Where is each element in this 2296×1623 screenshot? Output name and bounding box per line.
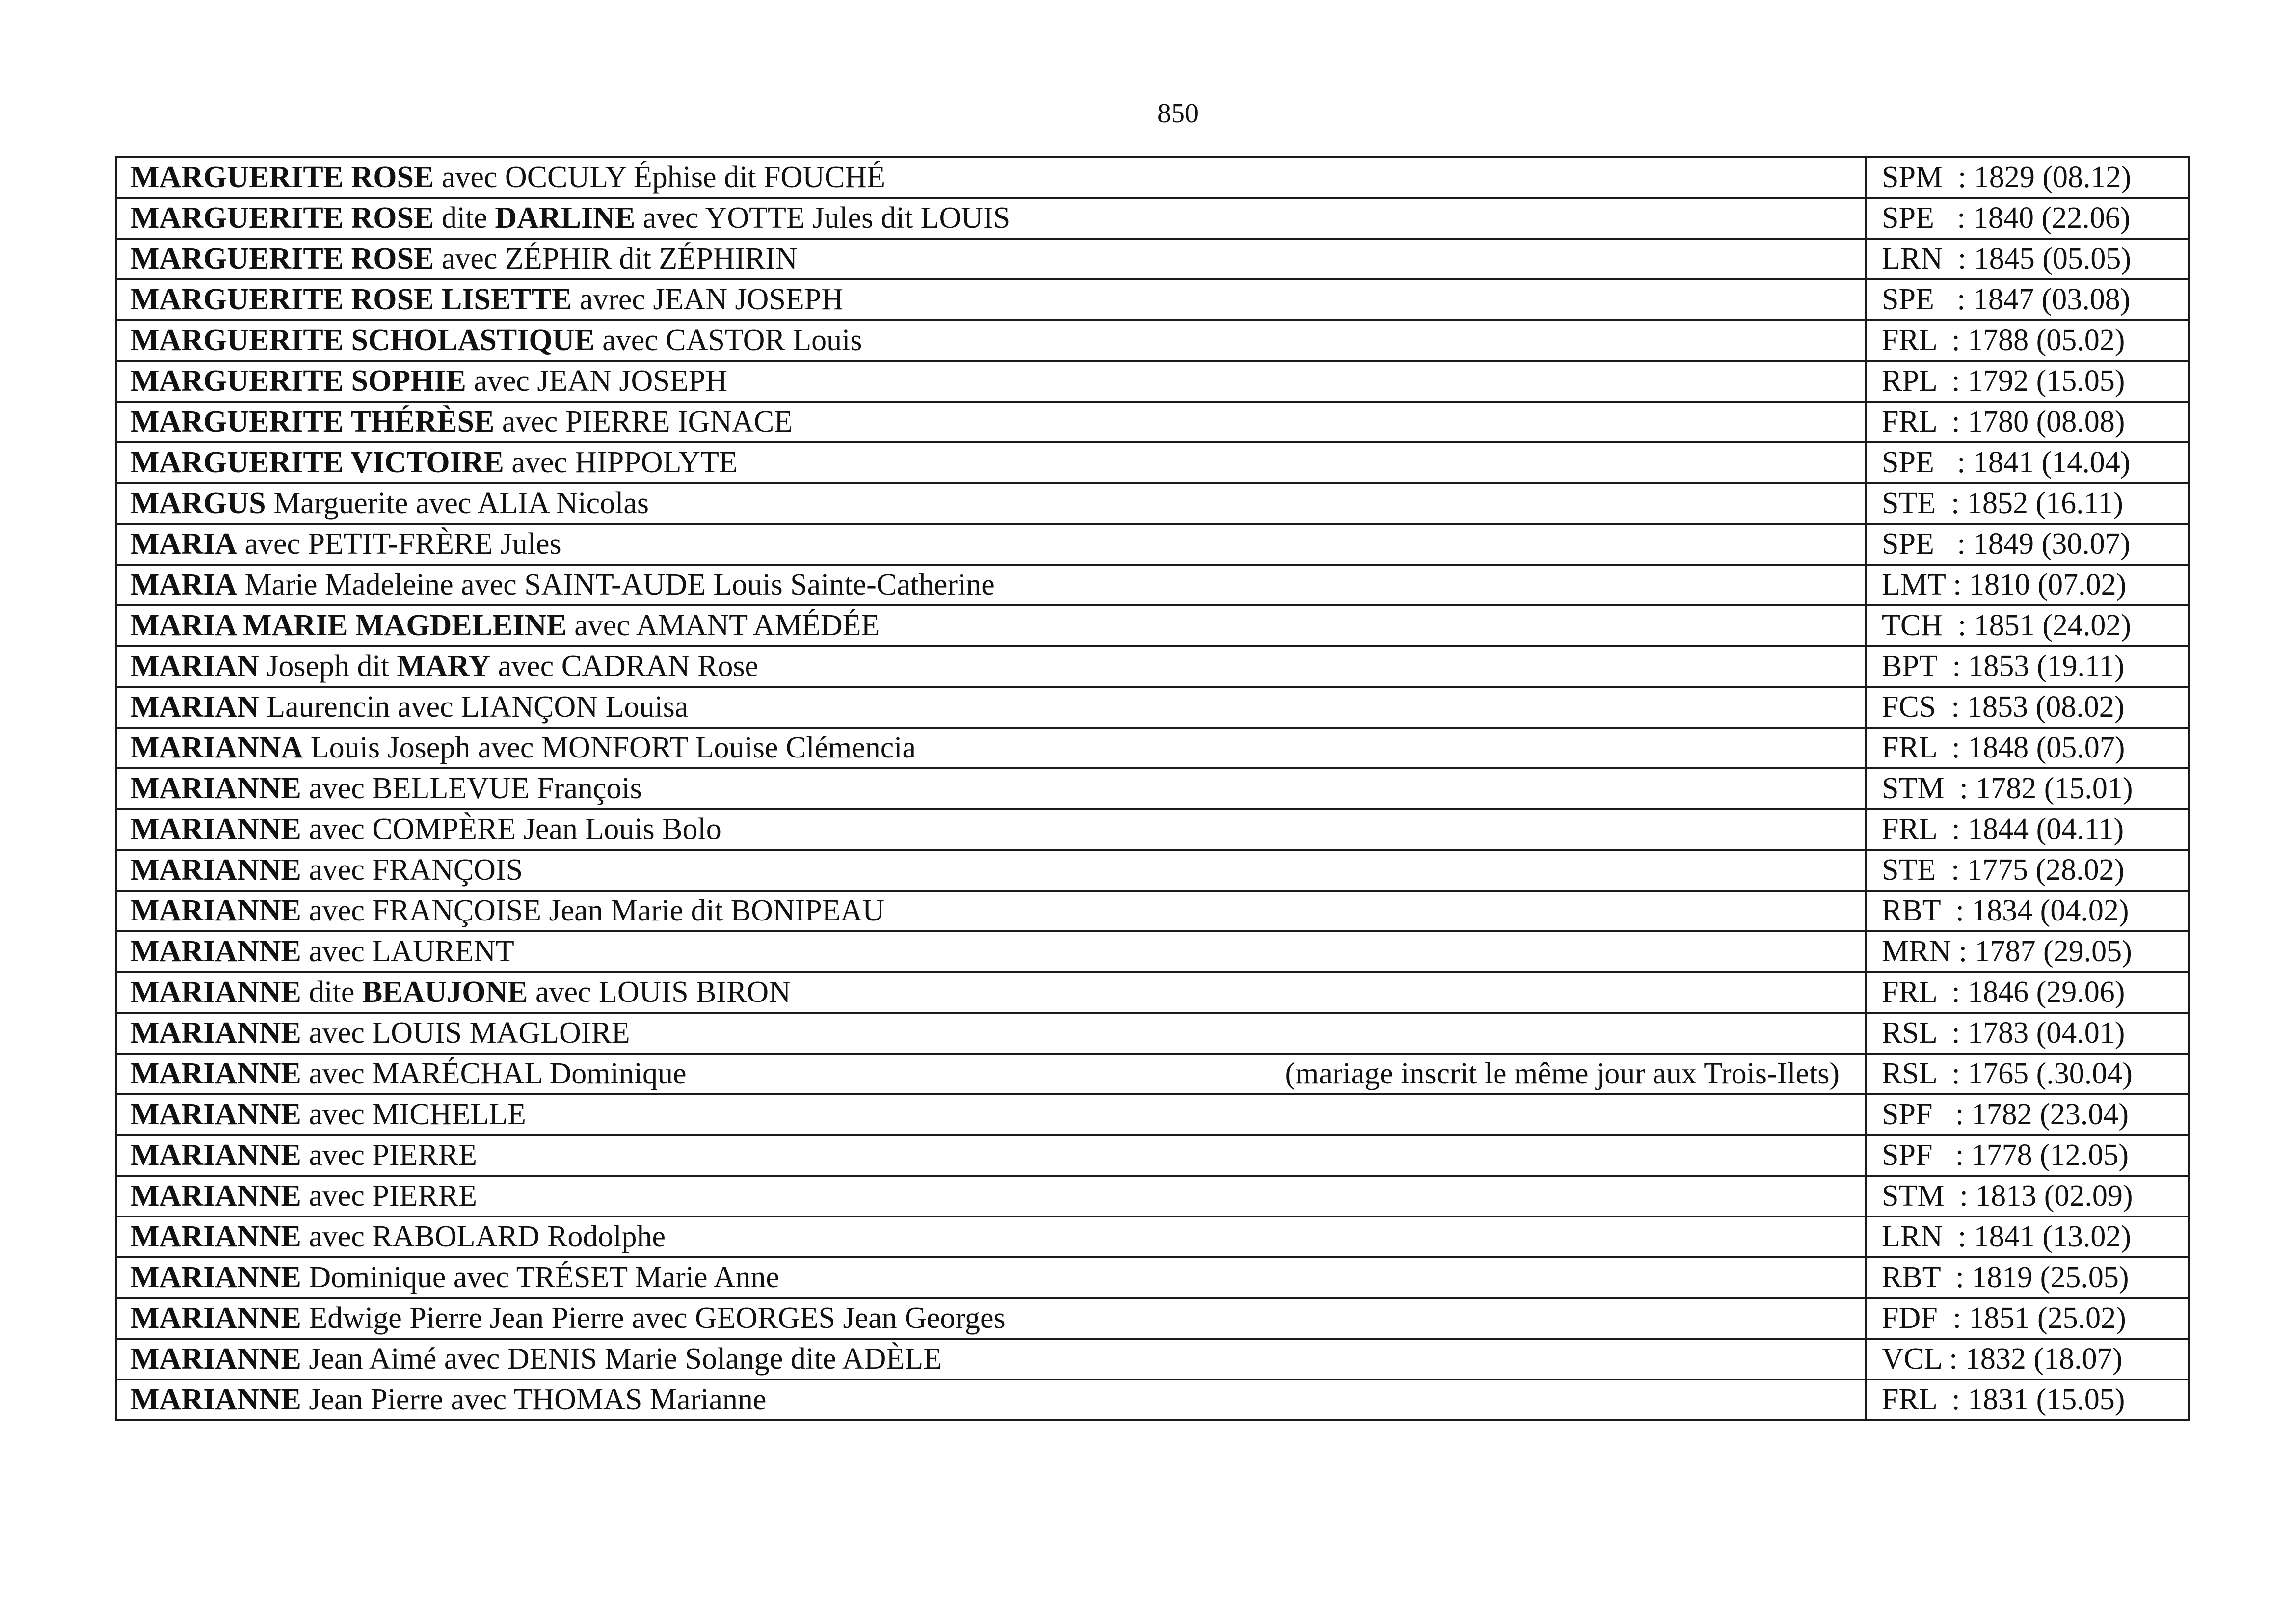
entry-cell [116, 1380, 1866, 1420]
entry-text [131, 851, 523, 890]
entry-content [131, 647, 1854, 686]
entry-text-segment: avec CASTOR Louis [594, 324, 862, 357]
entry-text-segment: avec PIERRE [301, 1138, 478, 1172]
parish-date-cell: FRL : 1780 (08.08) [1866, 402, 2189, 442]
entry-content [131, 1014, 1854, 1053]
parish-date-cell: LMT : 1810 (07.02) [1866, 565, 2189, 605]
entry-cell [116, 809, 1866, 850]
entry-cell [116, 239, 1866, 279]
parish-date-cell: SPE : 1849 (30.07) [1866, 524, 2189, 565]
parish-date-cell: SPM : 1829 (08.12) [1866, 157, 2189, 198]
entry-cell [116, 198, 1866, 239]
table-row [116, 361, 2189, 402]
entry-text [131, 240, 798, 278]
entry-name-bold: MARIANNE [131, 1179, 301, 1213]
entry-content [131, 1055, 1854, 1093]
parish-date-cell: STE : 1852 (16.11) [1866, 483, 2189, 524]
entry-name-bold: MARIANNE [131, 975, 301, 1009]
entry-cell [116, 1054, 1866, 1094]
entry-text [131, 525, 561, 564]
entry-text [131, 1299, 1006, 1338]
entry-content [131, 1299, 1854, 1338]
parish-date-cell: MRN : 1787 (29.05) [1866, 931, 2189, 972]
entry-name-bold: DARLINE [495, 201, 636, 235]
entry-cell [116, 931, 1866, 972]
entry-cell [116, 687, 1866, 728]
entry-name-bold: MARIANNE [131, 1016, 301, 1050]
page-number: 850 [1157, 98, 1199, 129]
entry-content [131, 1095, 1854, 1134]
table-row [116, 931, 2189, 972]
entry-cell [116, 565, 1866, 605]
entry-text-segment: avec OCCULY Éphise dit FOUCHÉ [434, 161, 886, 194]
entry-text [131, 892, 884, 930]
entry-text-segment: avec PETIT-FRÈRE Jules [237, 527, 561, 561]
parish-date-cell: FRL : 1788 (05.02) [1866, 320, 2189, 361]
entry-content [131, 851, 1854, 890]
parish-date-cell: FRL : 1831 (15.05) [1866, 1380, 2189, 1420]
entry-text-segment: avec CADRAN Rose [490, 649, 759, 683]
entry-name-bold: MARIANNE [131, 1261, 301, 1294]
entry-text [131, 1340, 942, 1379]
entry-name-bold: MARIANNE [131, 1220, 301, 1253]
table-row [116, 809, 2189, 850]
entry-cell [116, 157, 1866, 198]
entry-content [131, 973, 1854, 1012]
table-row [116, 198, 2189, 239]
entry-text-segment: Marie Madeleine avec SAINT-AUDE Louis Sainte-Catherine [237, 568, 995, 601]
entry-name-bold: MARIANNE [131, 1383, 301, 1416]
entry-name-bold: MARGUERITE VICTOIRE [131, 446, 504, 479]
entry-cell [116, 1135, 1866, 1176]
entry-name-bold: BEAUJONE [362, 975, 528, 1009]
entry-text [131, 932, 514, 971]
entry-text-segment: avec BELLEVUE François [301, 772, 642, 805]
entry-text [131, 362, 727, 401]
entry-text-segment: dite [434, 201, 495, 235]
table-row [116, 1054, 2189, 1094]
entry-content [131, 892, 1854, 930]
entry-text [131, 973, 791, 1012]
entry-cell [116, 483, 1866, 524]
entry-content [131, 1136, 1854, 1175]
entry-cell [116, 402, 1866, 442]
table-row [116, 483, 2189, 524]
table-row [116, 1094, 2189, 1135]
table-row [116, 524, 2189, 565]
entry-text [131, 443, 738, 482]
entry-name-bold: MARIANNE [131, 894, 301, 927]
entry-text [131, 566, 995, 604]
entry-text-segment: Laurencin avec LIANÇON Louisa [259, 690, 689, 724]
entry-content [131, 525, 1854, 564]
entry-text-segment: Louis Joseph avec MONFORT Louise Clémencia [303, 731, 916, 764]
table-row [116, 605, 2189, 646]
table-row [116, 157, 2189, 198]
entry-name-bold: MARIANNE [131, 1301, 301, 1335]
entry-cell [116, 1339, 1866, 1380]
entry-text-segment: avec PIERRE [301, 1179, 478, 1213]
entry-content [131, 1217, 1854, 1256]
entry-text-segment: avec AMANT AMÉDÉE [566, 609, 880, 642]
parish-date-cell: LRN : 1845 (05.05) [1866, 239, 2189, 279]
entry-name-bold: MARIANNE [131, 853, 301, 887]
entry-name-bold: MARIANNE [131, 1057, 301, 1090]
entry-name-bold: MARGUERITE SOPHIE [131, 364, 466, 398]
entry-content [131, 606, 1854, 645]
table-row [116, 1176, 2189, 1217]
entry-content [131, 769, 1854, 808]
entry-text-segment: Jean Aimé avec DENIS Marie Solange dite ADÈLE [301, 1342, 942, 1376]
table-row [116, 1135, 2189, 1176]
entry-note: (mariage inscrit le même jour aux Trois-Ilets) [1285, 1057, 1840, 1090]
parish-date-cell: SPE : 1841 (14.04) [1866, 442, 2189, 483]
entry-content [131, 1340, 1854, 1379]
entry-cell [116, 891, 1866, 931]
entry-text-segment: avec JEAN JOSEPH [466, 364, 727, 398]
entry-text [131, 1258, 779, 1297]
entry-text [131, 729, 916, 767]
entry-text-segment: avec PIERRE IGNACE [494, 405, 793, 438]
entry-name-bold: MARGUS [131, 487, 266, 520]
parish-date-cell: TCH : 1851 (24.02) [1866, 605, 2189, 646]
entry-name-bold: MARIA [131, 527, 237, 561]
table-row [116, 972, 2189, 1013]
table-row [116, 1257, 2189, 1298]
entry-cell [116, 524, 1866, 565]
entry-text-segment: avec RABOLARD Rodolphe [301, 1220, 666, 1253]
parish-date-cell: FDF : 1851 (25.02) [1866, 1298, 2189, 1339]
entry-cell [116, 768, 1866, 809]
entry-text-segment: avec MARÉCHAL Dominique [301, 1057, 687, 1090]
entry-text [131, 1380, 766, 1419]
entry-name-bold: MARIANNE [131, 772, 301, 805]
entry-name-bold: MARGUERITE ROSE [131, 242, 434, 275]
table-row [116, 728, 2189, 768]
entry-text [131, 647, 758, 686]
entry-cell [116, 728, 1866, 768]
table-row [116, 1217, 2189, 1257]
entry-text-segment: Joseph dit [259, 649, 397, 683]
entry-text-segment: dite [301, 975, 362, 1009]
entry-content [131, 362, 1854, 401]
entry-text [131, 1014, 630, 1053]
entry-cell [116, 972, 1866, 1013]
entry-name-bold: MARIANNE [131, 812, 301, 846]
entry-cell [116, 1013, 1866, 1054]
entry-content [131, 199, 1854, 238]
entry-name-bold: MARIANNE [131, 935, 301, 968]
entry-text [131, 769, 642, 808]
parish-date-cell: RSL : 1765 (.30.04) [1866, 1054, 2189, 1094]
entry-name-bold: MARIANNE [131, 1138, 301, 1172]
parish-date-cell: STE : 1775 (28.02) [1866, 850, 2189, 891]
parish-date-cell: VCL : 1832 (18.07) [1866, 1339, 2189, 1380]
parish-date-cell: SPF : 1782 (23.04) [1866, 1094, 2189, 1135]
table-row [116, 768, 2189, 809]
entry-cell [116, 1257, 1866, 1298]
entry-text [131, 688, 688, 727]
entry-text [131, 1055, 687, 1093]
entry-content [131, 1177, 1854, 1216]
entry-cell [116, 1094, 1866, 1135]
entry-content [131, 240, 1854, 278]
entry-content [131, 566, 1854, 604]
entry-cell [116, 279, 1866, 320]
entry-name-bold: MARIANNE [131, 1342, 301, 1376]
entry-name-bold: MARGUERITE ROSE LISETTE [131, 283, 572, 316]
parish-date-cell: SPE : 1840 (22.06) [1866, 198, 2189, 239]
entry-content [131, 321, 1854, 360]
table-row [116, 1013, 2189, 1054]
parish-date-cell: LRN : 1841 (13.02) [1866, 1217, 2189, 1257]
entry-content [131, 810, 1854, 849]
parish-date-cell: STM : 1813 (02.09) [1866, 1176, 2189, 1217]
entry-cell [116, 850, 1866, 891]
entry-text [131, 1136, 477, 1175]
entry-text-segment: avec MICHELLE [301, 1098, 526, 1131]
table-row [116, 402, 2189, 442]
entry-content [131, 1380, 1854, 1419]
entry-text-segment: avec LAURENT [301, 935, 514, 968]
table-row [116, 320, 2189, 361]
entry-text [131, 810, 721, 849]
entry-text-segment: avec FRANÇOIS [301, 853, 523, 887]
entry-content [131, 932, 1854, 971]
entry-cell [116, 361, 1866, 402]
entry-content [131, 1258, 1854, 1297]
entry-content [131, 688, 1854, 727]
entry-text-segment: avrec JEAN JOSEPH [572, 283, 844, 316]
entry-content [131, 280, 1854, 319]
entry-name-bold: MARGUERITE ROSE [131, 161, 434, 194]
parish-date-cell: RBT : 1834 (04.02) [1866, 891, 2189, 931]
entry-text-segment: avec LOUIS BIRON [528, 975, 791, 1009]
entry-text [131, 606, 880, 645]
entry-text-segment: Marguerite avec ALIA Nicolas [266, 487, 649, 520]
entry-cell [116, 605, 1866, 646]
table-row [116, 687, 2189, 728]
entry-content [131, 158, 1854, 197]
parish-date-cell: SPE : 1847 (03.08) [1866, 279, 2189, 320]
entry-cell [116, 1176, 1866, 1217]
entry-text-segment: avec HIPPOLYTE [504, 446, 738, 479]
parish-date-cell: FRL : 1846 (29.06) [1866, 972, 2189, 1013]
entry-name-bold: MARIAN [131, 649, 259, 683]
entry-cell [116, 1217, 1866, 1257]
entry-name-bold: MARIAN [131, 690, 259, 724]
entry-content [131, 729, 1854, 767]
table-row [116, 565, 2189, 605]
table-row [116, 1339, 2189, 1380]
entry-cell [116, 320, 1866, 361]
table-row [116, 239, 2189, 279]
parish-date-cell: RPL : 1792 (15.05) [1866, 361, 2189, 402]
entry-name-bold: MARIANNA [131, 731, 303, 764]
entry-cell [116, 1298, 1866, 1339]
parish-date-cell: RSL : 1783 (04.01) [1866, 1013, 2189, 1054]
entry-text [131, 484, 649, 523]
entry-name-bold: MARIANNE [131, 1098, 301, 1131]
entry-content [131, 484, 1854, 523]
entry-name-bold: MARGUERITE THÉRÈSE [131, 405, 495, 438]
parish-date-cell: FRL : 1844 (04.11) [1866, 809, 2189, 850]
entry-content [131, 403, 1854, 441]
entry-text [131, 1177, 477, 1216]
entry-text [131, 1217, 666, 1256]
marriage-register-table [115, 156, 2190, 1421]
entry-text-segment: avec COMPÈRE Jean Louis Bolo [301, 812, 721, 846]
table-row [116, 891, 2189, 931]
entry-text [131, 1095, 526, 1134]
table-row [116, 1298, 2189, 1339]
parish-date-cell: BPT : 1853 (19.11) [1866, 646, 2189, 687]
table-row [116, 442, 2189, 483]
entry-content [131, 443, 1854, 482]
entry-text [131, 158, 885, 197]
table-row [116, 850, 2189, 891]
parish-date-cell: STM : 1782 (15.01) [1866, 768, 2189, 809]
entry-cell [116, 442, 1866, 483]
entry-text-segment: avec LOUIS MAGLOIRE [301, 1016, 630, 1050]
entry-text-segment: Dominique avec TRÉSET Marie Anne [301, 1261, 779, 1294]
parish-date-cell: SPF : 1778 (12.05) [1866, 1135, 2189, 1176]
entry-text-segment: avec YOTTE Jules dit LOUIS [635, 201, 1011, 235]
parish-date-cell: FCS : 1853 (08.02) [1866, 687, 2189, 728]
parish-date-cell: RBT : 1819 (25.05) [1866, 1257, 2189, 1298]
entry-text [131, 403, 793, 441]
entry-text-segment: Edwige Pierre Jean Pierre avec GEORGES Jean Georges [301, 1301, 1006, 1335]
entry-text [131, 199, 1010, 238]
table-row [116, 1380, 2189, 1420]
entry-text-segment: avec ZÉPHIR dit ZÉPHIRIN [434, 242, 798, 275]
entry-text [131, 280, 843, 319]
parish-date-cell: FRL : 1848 (05.07) [1866, 728, 2189, 768]
table-row [116, 646, 2189, 687]
entry-name-bold: MARGUERITE SCHOLASTIQUE [131, 324, 595, 357]
table-row [116, 279, 2189, 320]
register-body [116, 157, 2189, 1420]
entry-name-bold: MARGUERITE ROSE [131, 201, 434, 235]
entry-name-bold: MARY [397, 649, 491, 683]
entry-name-bold: MARIA [131, 568, 237, 601]
entry-name-bold: MARIA MARIE MAGDELEINE [131, 609, 567, 642]
entry-text [131, 321, 862, 360]
entry-text-segment: avec FRANÇOISE Jean Marie dit BONIPEAU [301, 894, 885, 927]
entry-cell [116, 646, 1866, 687]
entry-text-segment: Jean Pierre avec THOMAS Marianne [301, 1383, 767, 1416]
